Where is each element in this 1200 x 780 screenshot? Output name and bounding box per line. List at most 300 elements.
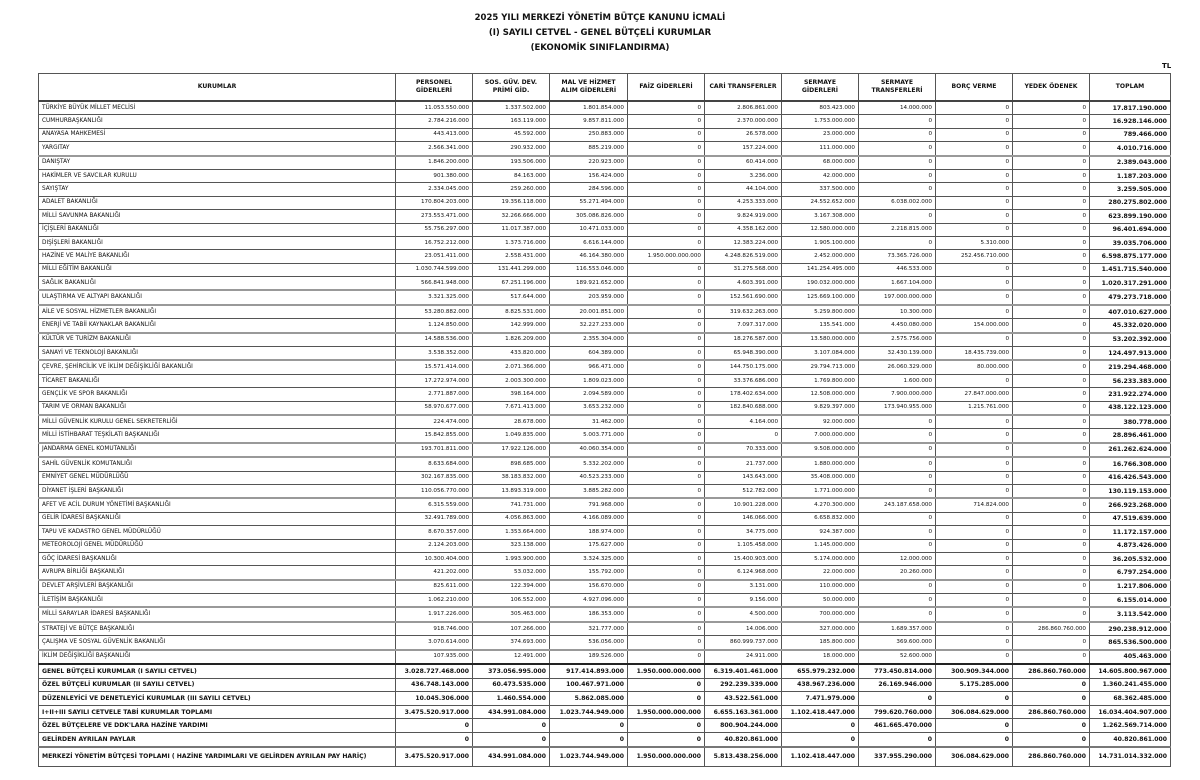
col-mal-hizmet-value: 4.927.096.000 [550, 594, 628, 608]
col-cari-transfer-value: 10.901.228.000 [705, 498, 782, 512]
col-mal-hizmet-value: 220.923.000 [550, 156, 628, 170]
col-sermaye-transfer-value: 1.689.357.000 [859, 622, 936, 636]
col-sermaye-transfer-value: 0 [859, 156, 936, 170]
col-cari-transfer-value: 70.333.000 [705, 443, 782, 457]
col-borc-verme-value: 0 [936, 692, 1013, 706]
col-borc-verme-value: 0 [936, 622, 1013, 636]
col-yedek-odenek-value: 0 [1013, 429, 1090, 443]
col-toplam-value: 40.820.861.000 [1090, 732, 1171, 746]
table-row [39, 552, 1171, 565]
col-sos-guv-value: 28.678.000 [473, 415, 550, 429]
col-borc-verme-value: 0 [936, 223, 1013, 236]
institution-name: HAKİMLER VE SAVCILAR KURULU [39, 169, 396, 182]
institution-name: GENEL BÜTÇELİ KURUMLAR (I SAYILI CETVEL) [39, 664, 396, 678]
col-mal-hizmet-value: 189.526.000 [550, 650, 628, 664]
col-toplam-value: 3.259.505.000 [1090, 183, 1171, 196]
col-yedek-odenek-value: 0 [1013, 263, 1090, 276]
institution-name: ANAYASA MAHKEMESİ [39, 128, 396, 141]
col-sermaye-transfer-value: 0 [859, 692, 936, 706]
col-borc-verme-value: 1.215.761.000 [936, 401, 1013, 415]
col-sos-guv-value: 323.138.000 [473, 539, 550, 552]
table-row [39, 401, 1171, 415]
col-personel-value: 10.045.306.000 [396, 692, 473, 706]
col-mal-hizmet-value: 305.086.826.000 [550, 210, 628, 223]
col-sos-guv-value: 0 [473, 719, 550, 733]
col-personel-value: 6.315.559.000 [396, 498, 473, 512]
col-sermaye-transfer-value: 1.667.104.000 [859, 277, 936, 291]
col-mal-hizmet-value: 40.523.233.000 [550, 471, 628, 484]
institution-name: TÜRKİYE BÜYÜK MİLLET MECLİSİ [39, 101, 396, 115]
col-faiz-value: 0 [628, 512, 705, 525]
currency-unit: TL [1162, 62, 1172, 70]
institution-name: SAYIŞTAY [39, 183, 396, 196]
col-mal-hizmet-value: 791.968.000 [550, 498, 628, 512]
col-personel-value: 1.030.744.599.000 [396, 263, 473, 276]
table-row [39, 457, 1171, 471]
col-sos-guv-value: 2.071.366.000 [473, 360, 550, 374]
col-personel-value: 15.571.414.000 [396, 360, 473, 374]
col-toplam-value: 68.362.485.000 [1090, 692, 1171, 706]
col-sos-guv-value: 67.251.196.000 [473, 277, 550, 291]
col-yedek-odenek-value: 0 [1013, 401, 1090, 415]
col-toplam-value: 1.451.715.540.000 [1090, 263, 1171, 276]
col-cari-transfer-value: 4.603.391.000 [705, 277, 782, 291]
col-borc-verme-value: 0 [936, 128, 1013, 141]
col-cari-transfer-value: 5.813.438.256.000 [705, 747, 782, 767]
col-sermaye-gider-value: 3.167.308.000 [782, 210, 859, 223]
col-toplam-value: 45.332.020.000 [1090, 319, 1171, 333]
col-sermaye-gider-value: 111.000.000 [782, 142, 859, 156]
col-toplam-value: 380.778.000 [1090, 415, 1171, 429]
col-personel-value: 2.334.045.000 [396, 183, 473, 196]
col-faiz-value: 0 [628, 333, 705, 347]
col-personel-value: 0 [396, 719, 473, 733]
col-sos-guv-value: 373.056.995.000 [473, 664, 550, 678]
col-sermaye-gider-value: 68.000.000 [782, 156, 859, 170]
col-faiz-value: 0 [628, 732, 705, 746]
institution-name: MİLLİ GÜVENLİK KURULU GENEL SEKRETERLİĞİ [39, 415, 396, 429]
col-cari-transfer-value: 26.578.000 [705, 128, 782, 141]
col-personel-value: 1.062.210.000 [396, 594, 473, 608]
table-row [39, 183, 1171, 196]
institution-name: GÖÇ İDARESİ BAŞKANLIĞI [39, 552, 396, 565]
col-sos-guv-value: 4.056.863.000 [473, 512, 550, 525]
col-sermaye-gider-header: SERMAYE GİDERLERİ [782, 74, 859, 102]
institution-name: I+II+III SAYILI CETVELE TABİ KURUMLAR TOPLAMI [39, 705, 396, 719]
col-mal-hizmet-value: 4.166.089.000 [550, 512, 628, 525]
col-sermaye-gider-value: 92.000.000 [782, 415, 859, 429]
col-cari-transfer-value: 2.370.000.000 [705, 115, 782, 128]
institution-name: AVRUPA BİRLİĞİ BAŞKANLIĞI [39, 566, 396, 580]
table-row [39, 526, 1171, 539]
col-cari-transfer-value: 3.131.000 [705, 580, 782, 594]
col-sermaye-gider-value: 1.769.800.000 [782, 374, 859, 387]
col-faiz-value: 0 [628, 319, 705, 333]
table-row [39, 263, 1171, 276]
table-row [39, 347, 1171, 361]
col-toplam-value: 405.463.000 [1090, 650, 1171, 664]
col-personel-value: 3.070.614.000 [396, 636, 473, 650]
col-toplam-value: 479.273.718.000 [1090, 290, 1171, 304]
col-mal-hizmet-value: 1.801.854.000 [550, 101, 628, 115]
col-sermaye-transfer-value: 799.620.760.000 [859, 705, 936, 719]
col-sermaye-transfer-value: 0 [859, 169, 936, 182]
col-toplam-value: 266.923.268.000 [1090, 498, 1171, 512]
title-line-3: (EKONOMİK SINIFLANDIRMA) [530, 43, 670, 53]
col-sermaye-gider-value: 50.000.000 [782, 594, 859, 608]
col-sermaye-gider-value: 190.032.000.000 [782, 277, 859, 291]
col-sos-guv-value: 19.356.118.000 [473, 196, 550, 209]
col-sos-guv-value: 1.049.835.000 [473, 429, 550, 443]
col-sermaye-transfer-value: 10.300.000 [859, 305, 936, 319]
institution-name: GELİRDEN AYRILAN PAYLAR [39, 732, 396, 746]
table-row [39, 277, 1171, 291]
col-borc-verme-value: 0 [936, 732, 1013, 746]
institution-name: SAĞLIK BAKANLIĞI [39, 277, 396, 291]
col-mal-hizmet-value: 156.424.000 [550, 169, 628, 182]
col-mal-hizmet-value: 5.332.202.000 [550, 457, 628, 471]
col-sermaye-transfer-value: 1.600.000 [859, 374, 936, 387]
col-sermaye-gider-value: 1.145.000.000 [782, 539, 859, 552]
col-toplam-value: 1.217.806.000 [1090, 580, 1171, 594]
col-faiz-value: 0 [628, 457, 705, 471]
institution-name: DÜZENLEYİCİ VE DENETLEYİCİ KURUMLAR (III SAYILI CETVEL) [39, 692, 396, 706]
col-sos-guv-value: 741.731.000 [473, 498, 550, 512]
col-sos-guv-value: 12.491.000 [473, 650, 550, 664]
col-yedek-odenek-value: 0 [1013, 552, 1090, 565]
col-toplam-value: 261.262.624.000 [1090, 443, 1171, 457]
col-sermaye-transfer-value: 197.000.000.000 [859, 290, 936, 304]
col-sos-guv-value: 259.260.000 [473, 183, 550, 196]
col-sermaye-gider-value: 4.270.300.000 [782, 498, 859, 512]
table-row [39, 484, 1171, 498]
summary-row [39, 705, 1171, 719]
col-sos-guv-value: 433.820.000 [473, 347, 550, 361]
col-yedek-odenek-value: 0 [1013, 415, 1090, 429]
col-toplam-value: 416.426.543.000 [1090, 471, 1171, 484]
col-personel-value: 2.566.341.000 [396, 142, 473, 156]
table-row [39, 388, 1171, 401]
col-toplam-value: 6.797.254.000 [1090, 566, 1171, 580]
col-cari-transfer-value: 178.402.634.000 [705, 388, 782, 401]
col-cari-transfer-value: 4.253.333.000 [705, 196, 782, 209]
col-sos-guv-value: 193.506.000 [473, 156, 550, 170]
col-sermaye-gider-value: 5.259.800.000 [782, 305, 859, 319]
col-sermaye-transfer-value: 0 [859, 429, 936, 443]
col-borc-verme-value: 0 [936, 142, 1013, 156]
col-borc-verme-value: 300.909.344.000 [936, 664, 1013, 678]
col-mal-hizmet-value: 536.056.000 [550, 636, 628, 650]
col-cari-transfer-value: 6.655.163.361.000 [705, 705, 782, 719]
institution-name: YARGITAY [39, 142, 396, 156]
col-personel-value: 1.124.850.000 [396, 319, 473, 333]
institution-name: MERKEZİ YÖNETİM BÜTÇESİ TOPLAMI ( HAZİNE YARDIMLARI VE GELİRDEN AYRILAN PAY HARİÇ) [39, 747, 396, 767]
col-cari-transfer-value: 182.840.688.000 [705, 401, 782, 415]
col-mal-hizmet-value: 100.467.971.000 [550, 678, 628, 692]
col-personel-value: 17.272.974.000 [396, 374, 473, 387]
table-row [39, 196, 1171, 209]
col-personel-value: 224.474.000 [396, 415, 473, 429]
col-yedek-odenek-value: 0 [1013, 360, 1090, 374]
col-cari-transfer-value: 2.806.861.000 [705, 101, 782, 115]
col-personel-value: 170.804.203.000 [396, 196, 473, 209]
col-toplam-value: 1.262.569.714.000 [1090, 719, 1171, 733]
col-yedek-odenek-value: 0 [1013, 101, 1090, 115]
col-sermaye-transfer-value: 369.600.000 [859, 636, 936, 650]
col-sermaye-transfer-value: 0 [859, 142, 936, 156]
col-yedek-odenek-value: 0 [1013, 196, 1090, 209]
col-cari-transfer-value: 4.358.162.000 [705, 223, 782, 236]
col-sos-guv-value: 517.644.000 [473, 290, 550, 304]
col-yedek-odenek-value: 0 [1013, 290, 1090, 304]
col-borc-verme-value: 252.456.710.000 [936, 250, 1013, 263]
col-sermaye-gider-value: 22.000.000 [782, 566, 859, 580]
summary-row [39, 678, 1171, 692]
col-yedek-odenek-value: 0 [1013, 236, 1090, 249]
col-sermaye-gider-value: 1.771.000.000 [782, 484, 859, 498]
col-mal-hizmet-value: 966.471.000 [550, 360, 628, 374]
col-yedek-odenek-value: 0 [1013, 580, 1090, 594]
col-sermaye-transfer-value: 0 [859, 236, 936, 249]
col-sermaye-gider-value: 3.107.084.000 [782, 347, 859, 361]
col-borc-verme-value: 154.000.000 [936, 319, 1013, 333]
col-toplam-value: 407.010.627.000 [1090, 305, 1171, 319]
col-sos-guv-value: 8.825.531.000 [473, 305, 550, 319]
col-borc-verme-value: 0 [936, 415, 1013, 429]
col-toplam-value: 6.598.875.177.000 [1090, 250, 1171, 263]
col-personel-value: 273.553.471.000 [396, 210, 473, 223]
col-sermaye-transfer-value: 7.900.000.000 [859, 388, 936, 401]
col-sermaye-gider-value: 337.500.000 [782, 183, 859, 196]
table-row [39, 594, 1171, 608]
col-borc-verme-value: 0 [936, 512, 1013, 525]
col-faiz-value: 0 [628, 552, 705, 565]
table-row [39, 498, 1171, 512]
col-sos-guv-value: 434.991.084.000 [473, 747, 550, 767]
table-row [39, 101, 1171, 115]
col-sermaye-gider-value: 13.580.000.000 [782, 333, 859, 347]
col-sermaye-gider-value: 110.000.000 [782, 580, 859, 594]
table-row [39, 250, 1171, 263]
table-row [39, 169, 1171, 182]
header-row [39, 74, 1171, 102]
col-yedek-odenek-value: 0 [1013, 319, 1090, 333]
col-mal-hizmet-value: 40.060.354.000 [550, 443, 628, 457]
col-borc-verme-value: 27.847.000.000 [936, 388, 1013, 401]
col-sermaye-gider-value: 803.423.000 [782, 101, 859, 115]
col-toplam-value: 290.238.912.000 [1090, 622, 1171, 636]
col-borc-verme-value: 0 [936, 101, 1013, 115]
table-row [39, 471, 1171, 484]
col-sermaye-transfer-value: 0 [859, 415, 936, 429]
col-sermaye-transfer-value: 32.430.139.000 [859, 347, 936, 361]
col-cari-transfer-value: 14.006.000 [705, 622, 782, 636]
col-faiz-value: 0 [628, 142, 705, 156]
summary-row [39, 747, 1171, 767]
col-personel-value: 3.538.352.000 [396, 347, 473, 361]
col-yedek-odenek-value: 286.860.760.000 [1013, 622, 1090, 636]
table-row [39, 539, 1171, 552]
col-yedek-odenek-value: 0 [1013, 471, 1090, 484]
col-yedek-odenek-value: 0 [1013, 156, 1090, 170]
col-borc-verme-value: 0 [936, 156, 1013, 170]
col-personel-value: 2.771.887.000 [396, 388, 473, 401]
col-yedek-odenek-value: 0 [1013, 210, 1090, 223]
col-personel-value: 0 [396, 732, 473, 746]
table-row [39, 305, 1171, 319]
col-faiz-value: 0 [628, 290, 705, 304]
col-faiz-value: 0 [628, 236, 705, 249]
col-faiz-value: 0 [628, 622, 705, 636]
col-toplam-value: 1.187.203.000 [1090, 169, 1171, 182]
col-toplam-value: 14.605.800.967.000 [1090, 664, 1171, 678]
col-mal-hizmet-value: 885.219.000 [550, 142, 628, 156]
col-sermaye-gider-value: 18.000.000 [782, 650, 859, 664]
col-sos-guv-value: 142.999.000 [473, 319, 550, 333]
col-kurumlar-header: KURUMLAR [39, 74, 396, 102]
institution-name: STRATEJİ VE BÜTÇE BAŞKANLIĞI [39, 622, 396, 636]
institution-name: ÖZEL BÜTÇELERE VE DDK'LARA HAZİNE YARDIMI [39, 719, 396, 733]
col-borc-verme-value: 714.824.000 [936, 498, 1013, 512]
col-faiz-value: 0 [628, 443, 705, 457]
col-borc-verme-value: 0 [936, 650, 1013, 664]
col-yedek-odenek-value: 0 [1013, 484, 1090, 498]
col-toplam-value: 623.899.190.000 [1090, 210, 1171, 223]
col-faiz-value: 1.950.000.000.000 [628, 705, 705, 719]
budget-table [38, 73, 1171, 767]
col-personel-value: 302.167.835.000 [396, 471, 473, 484]
col-sermaye-transfer-value: 73.365.726.000 [859, 250, 936, 263]
col-borc-verme-value: 0 [936, 263, 1013, 276]
col-faiz-value: 0 [628, 719, 705, 733]
col-sermaye-transfer-value: 0 [859, 594, 936, 608]
col-cari-transfer-value: 1.105.458.000 [705, 539, 782, 552]
col-faiz-value: 0 [628, 183, 705, 196]
col-sos-guv-value: 11.017.387.000 [473, 223, 550, 236]
col-mal-hizmet-value: 3.885.282.000 [550, 484, 628, 498]
col-personel-value: 15.842.855.000 [396, 429, 473, 443]
col-sermaye-transfer-value: 2.575.756.000 [859, 333, 936, 347]
col-mal-hizmet-value: 116.553.046.000 [550, 263, 628, 276]
col-cari-transfer-value: 65.948.390.000 [705, 347, 782, 361]
col-sermaye-transfer-value: 26.169.946.000 [859, 678, 936, 692]
col-toplam-value: 16.766.308.000 [1090, 457, 1171, 471]
col-sermaye-transfer-value: 20.260.000 [859, 566, 936, 580]
col-personel-value: 107.935.000 [396, 650, 473, 664]
institution-name: ENERJİ VE TABİİ KAYNAKLAR BAKANLIĞI [39, 319, 396, 333]
col-yedek-odenek-value: 0 [1013, 142, 1090, 156]
col-sermaye-gider-value: 1.753.000.000 [782, 115, 859, 128]
col-sos-guv-value: 163.119.000 [473, 115, 550, 128]
col-yedek-odenek-value: 286.860.760.000 [1013, 705, 1090, 719]
col-faiz-value: 0 [628, 128, 705, 141]
col-sos-guv-value: 60.473.535.000 [473, 678, 550, 692]
col-toplam-value: 47.519.639.000 [1090, 512, 1171, 525]
col-faiz-value: 0 [628, 526, 705, 539]
col-faiz-value: 0 [628, 223, 705, 236]
table-row [39, 236, 1171, 249]
col-borc-verme-value: 0 [936, 443, 1013, 457]
col-mal-hizmet-value: 2.094.589.000 [550, 388, 628, 401]
table-row [39, 650, 1171, 664]
col-sermaye-gider-value: 1.102.418.447.000 [782, 705, 859, 719]
col-borc-verme-value: 0 [936, 290, 1013, 304]
col-sermaye-gider-value: 655.979.232.000 [782, 664, 859, 678]
col-sermaye-transfer-value: 14.000.000 [859, 101, 936, 115]
table-row [39, 360, 1171, 374]
col-mal-hizmet-value: 321.777.000 [550, 622, 628, 636]
col-toplam-value: 865.536.500.000 [1090, 636, 1171, 650]
col-sos-guv-value: 38.183.832.000 [473, 471, 550, 484]
institution-name: TAPU VE KADASTRO GENEL MÜDÜRLÜĞÜ [39, 526, 396, 539]
col-faiz-value: 0 [628, 115, 705, 128]
table-row [39, 443, 1171, 457]
col-faiz-value: 0 [628, 429, 705, 443]
col-borc-verme-value: 0 [936, 115, 1013, 128]
institution-name: DIŞİŞLERİ BAKANLIĞI [39, 236, 396, 249]
col-personel-value: 193.701.811.000 [396, 443, 473, 457]
col-sos-guv-value: 32.266.666.000 [473, 210, 550, 223]
col-faiz-value: 0 [628, 263, 705, 276]
col-cari-transfer-value: 146.066.000 [705, 512, 782, 525]
col-borc-verme-value: 0 [936, 374, 1013, 387]
col-mal-hizmet-value: 1.809.023.000 [550, 374, 628, 387]
col-yedek-odenek-value: 0 [1013, 498, 1090, 512]
institution-name: MİLLİ SARAYLAR İDARESİ BAŞKANLIĞI [39, 607, 396, 621]
col-yedek-odenek-value: 0 [1013, 305, 1090, 319]
col-sos-guv-value: 131.441.299.000 [473, 263, 550, 276]
col-sos-guv-value: 898.685.000 [473, 457, 550, 471]
col-cari-transfer-value: 33.376.686.000 [705, 374, 782, 387]
col-cari-transfer-value: 512.782.000 [705, 484, 782, 498]
col-cari-transfer-value: 4.164.000 [705, 415, 782, 429]
col-mal-hizmet-value: 2.355.304.000 [550, 333, 628, 347]
col-borc-verme-value: 0 [936, 566, 1013, 580]
col-sermaye-transfer-value: 0 [859, 128, 936, 141]
col-sermaye-gider-value: 1.880.000.000 [782, 457, 859, 471]
title-line-2: (I) SAYILI CETVEL - GENEL BÜTÇELİ KURUMLAR [488, 28, 712, 38]
col-toplam-value: 4.873.426.000 [1090, 539, 1171, 552]
col-sermaye-transfer-value: 0 [859, 443, 936, 457]
col-mal-hizmet-value: 5.003.771.000 [550, 429, 628, 443]
col-sos-guv-value: 53.032.000 [473, 566, 550, 580]
col-sermaye-gider-value: 9.829.397.000 [782, 401, 859, 415]
col-faiz-value: 0 [628, 401, 705, 415]
institution-name: AFET VE ACİL DURUM YÖNETİMİ BAŞKANLIĞI [39, 498, 396, 512]
table-row [39, 415, 1171, 429]
institution-name: JANDARMA GENEL KOMUTANLIĞI [39, 443, 396, 457]
institution-name: TARIM VE ORMAN BAKANLIĞI [39, 401, 396, 415]
col-sermaye-transfer-value: 0 [859, 512, 936, 525]
col-mal-hizmet-value: 156.670.000 [550, 580, 628, 594]
col-toplam-value: 56.233.383.000 [1090, 374, 1171, 387]
title-line-1: 2025 YILI MERKEZİ YÖNETİM BÜTÇE KANUNU İCMALİ [474, 13, 726, 23]
summary-row [39, 664, 1171, 678]
col-yedek-odenek-value: 0 [1013, 183, 1090, 196]
col-borc-verme-value: 18.435.739.000 [936, 347, 1013, 361]
col-toplam-value: 96.401.694.000 [1090, 223, 1171, 236]
col-borc-verme-value: 0 [936, 457, 1013, 471]
col-faiz-value: 0 [628, 101, 705, 115]
col-sermaye-gider-value: 7.471.979.000 [782, 692, 859, 706]
institution-name: METEOROLOJİ GENEL MÜDÜRLÜĞÜ [39, 539, 396, 552]
col-faiz-value: 0 [628, 471, 705, 484]
col-sos-guv-value: 1.826.209.000 [473, 333, 550, 347]
col-sos-guv-value: 106.552.000 [473, 594, 550, 608]
institution-name: GENÇLİK VE SPOR BAKANLIĞI [39, 388, 396, 401]
col-toplam-value: 219.294.468.000 [1090, 360, 1171, 374]
col-borc-verme-value: 0 [936, 552, 1013, 565]
